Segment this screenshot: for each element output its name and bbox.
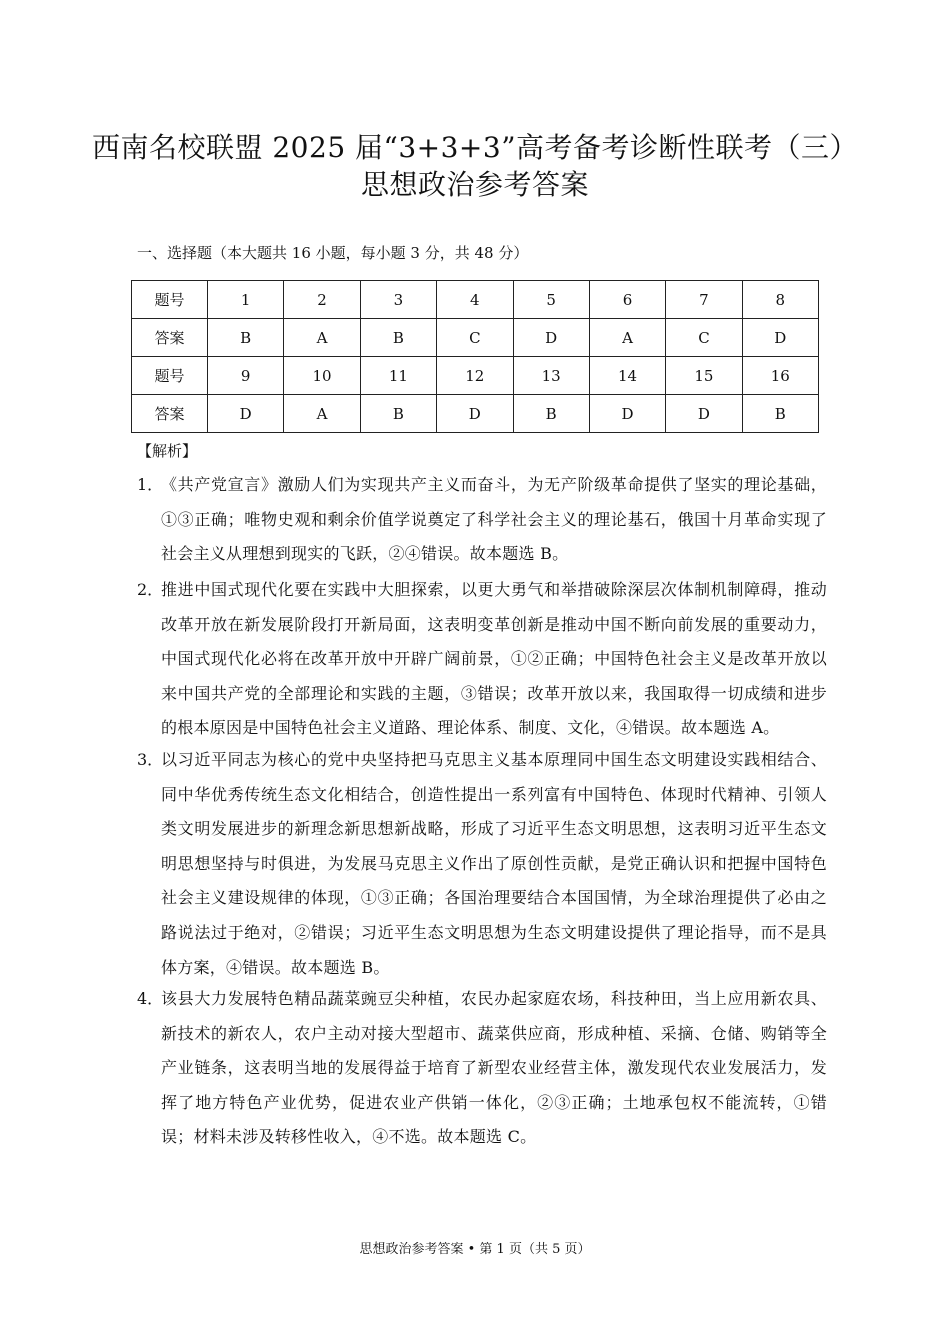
- table-cell: 5: [513, 281, 589, 319]
- table-cell: 9: [208, 357, 284, 395]
- table-cell: C: [437, 319, 513, 357]
- table-cell: 16: [742, 357, 818, 395]
- table-cell: 14: [589, 357, 665, 395]
- item-text: 该县大力发展特色精品蔬菜豌豆尖种植，农民办起家庭农场，科技种田，当上应用新农具、新技术的新农人，农户主动对接大型超市、蔬菜供应商，形成种植、采摘、仓储、购销等全产业链条，这表明当地的发展得益于培育了新型农业经营主体，激发现代农业发展活力，发挥了地方特色产业优势，促进农业产供销一体化，②③正确；土地承包权不能流转，①错误；材料未涉及转移性收入，④不选。故本题选 C。: [161, 989, 827, 1147]
- table-cell: 3: [360, 281, 436, 319]
- table-row: [132, 319, 819, 357]
- analysis-item: [137, 743, 827, 985]
- table-cell: A: [284, 319, 360, 357]
- table-cell: 11: [360, 357, 436, 395]
- table-cell: D: [666, 395, 742, 433]
- table-cell: B: [360, 319, 436, 357]
- analysis-item: [137, 468, 827, 572]
- table-cell: D: [437, 395, 513, 433]
- item-number: 1．: [137, 475, 164, 494]
- table-cell: B: [513, 395, 589, 433]
- table-cell: 13: [513, 357, 589, 395]
- analysis-heading: 【解析】: [137, 442, 198, 460]
- table-cell: 7: [666, 281, 742, 319]
- table-cell: A: [589, 319, 665, 357]
- table-row-header: 题号: [132, 281, 208, 319]
- table-cell: D: [208, 395, 284, 433]
- document-subtitle: 思想政治参考答案: [360, 168, 589, 201]
- page-footer: 思想政治参考答案 • 第 1 页（共 5 页）: [359, 1242, 591, 1257]
- table-cell: 4: [437, 281, 513, 319]
- item-text: 推进中国式现代化要在实践中大胆探索，以更大勇气和举措破除深层次体制机制障碍，推动改革开放在新发展阶段打开新局面，这表明变革创新是推动中国不断向前发展的重要动力，中国式现代化必将在改革开放中开辟广阔前景，①②正确；中国特色社会主义是改革开放以来中国共产党的全部理论和实践的主题，③错误；改革开放以来，我国取得一切成绩和进步的根本原因是中国特色社会主义道路、理论体系、制度、文化，④错误。故本题选 A。: [161, 580, 827, 738]
- table-cell: 10: [284, 357, 360, 395]
- table-row: [132, 395, 819, 433]
- answer-table: [131, 280, 819, 433]
- table-cell: D: [513, 319, 589, 357]
- table-cell: A: [284, 395, 360, 433]
- item-text: 以习近平同志为核心的党中央坚持把马克思主义基本原理同中国生态文明建设实践相结合、同中华优秀传统生态文化相结合，创造性提出一系列富有中国特色、体现时代精神、引领人类文明发展进步的新理念新思想新战略，形成了习近平生态文明思想，这表明习近平生态文明思想坚持与时俱进，为发展马克思主义作出了原创性贡献，是党正确认识和把握中国特色社会主义建设规律的体现，①③正确；各国治理要结合本国国情，为全球治理提供了必由之路说法过于绝对，②错误；习近平生态文明思想为生态文明建设提供了理论指导，而不是具体方案，④错误。故本题选 B。: [161, 750, 827, 977]
- table-cell: 15: [666, 357, 742, 395]
- table-cell: D: [589, 395, 665, 433]
- table-cell: B: [742, 395, 818, 433]
- analysis-item: [137, 573, 827, 746]
- table-row-header: 答案: [132, 395, 208, 433]
- table-cell: 1: [208, 281, 284, 319]
- table-cell: D: [742, 319, 818, 357]
- table-cell: B: [360, 395, 436, 433]
- item-number: 2．: [137, 580, 164, 599]
- table-cell: 12: [437, 357, 513, 395]
- item-text: 《共产党宣言》激励人们为实现共产主义而奋斗，为无产阶级革命提供了坚实的理论基础，①③正确；唯物史观和剩余价值学说奠定了科学社会主义的理论基石，俄国十月革命实现了社会主义从理想到现实的飞跃，②④错误。故本题选 B。: [161, 475, 827, 564]
- item-number: 4．: [137, 989, 164, 1008]
- table-cell: 6: [589, 281, 665, 319]
- table-row: [132, 281, 819, 319]
- answer-table-body: [132, 281, 819, 433]
- table-cell: B: [208, 319, 284, 357]
- table-row: [132, 357, 819, 395]
- section-heading: 一、选择题（本大题共 16 小题，每小题 3 分，共 48 分）: [137, 244, 529, 262]
- table-cell: 8: [742, 281, 818, 319]
- table-row-header: 答案: [132, 319, 208, 357]
- item-number: 3．: [137, 750, 164, 769]
- table-row-header: 题号: [132, 357, 208, 395]
- table-cell: C: [666, 319, 742, 357]
- analysis-item: [137, 982, 827, 1155]
- document-title: 西南名校联盟 2025 届“3+3+3”高考备考诊断性联考（三）: [91, 131, 859, 164]
- table-cell: 2: [284, 281, 360, 319]
